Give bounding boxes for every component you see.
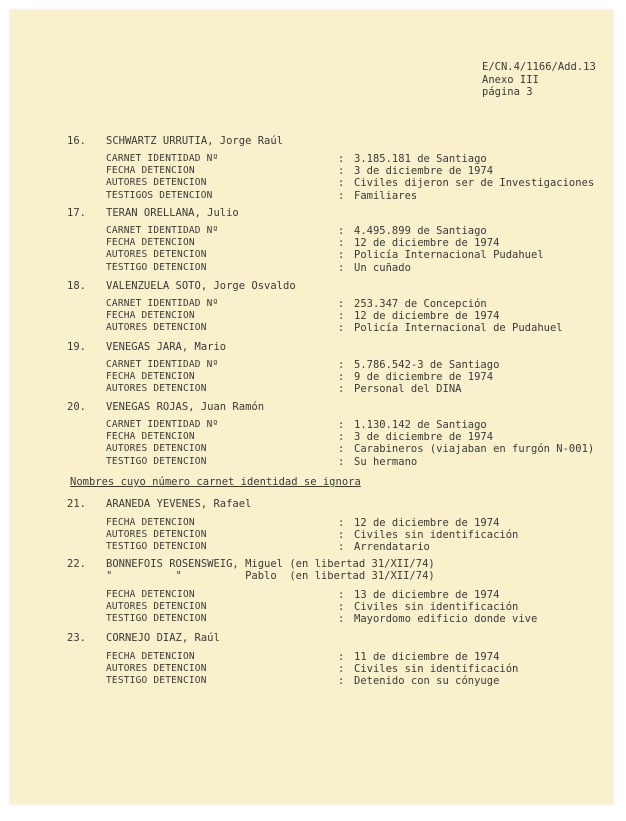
- field-colon: :: [338, 189, 345, 202]
- entry-number: 17.: [67, 207, 86, 219]
- field-colon: :: [338, 177, 345, 190]
- detainee-name: BONNEFOIS ROSENSWEIG, Miguel (en libertad 31/XII/74): [106, 558, 435, 570]
- field-label: TESTIGO DETENCION: [106, 455, 207, 467]
- field-label: AUTORES DETENCION: [106, 443, 207, 455]
- field-value: Civiles dijeron ser de Investigaciones: [354, 177, 595, 190]
- field-value: 11 de diciembre de 1974: [354, 651, 500, 663]
- document-symbol: E/CN.4/1166/Add.13: [482, 61, 596, 73]
- field-value: 13 de diciembre de 1974: [354, 589, 500, 601]
- field-colon: :: [338, 371, 345, 384]
- field-colon: :: [338, 529, 345, 542]
- field-value: 5.786.542-3 de Santiago: [354, 359, 500, 371]
- field-label: FECHA DETENCION: [106, 431, 195, 443]
- field-value: Mayordomo edificio donde vive: [354, 613, 538, 626]
- field-colon: :: [338, 322, 345, 335]
- field-label: TESTIGOS DETENCION: [106, 189, 213, 201]
- field-value: 9 de diciembre de 1974: [354, 371, 494, 384]
- entry-number: 19.: [67, 341, 86, 353]
- field-label: FECHA DETENCION: [106, 237, 195, 249]
- field-label: FECHA DETENCION: [106, 517, 195, 528]
- field-colon: :: [338, 675, 345, 688]
- section-heading-unknown-id: Nombres cuyo número carnet identidad se ignora: [70, 476, 361, 488]
- field-label: FECHA DETENCION: [106, 371, 195, 383]
- field-colon: :: [338, 419, 345, 431]
- field-colon: :: [338, 359, 345, 371]
- field-colon: :: [338, 601, 345, 614]
- field-value: Policía Internacional Pudahuel: [354, 249, 544, 262]
- entry-number: 18.: [67, 280, 86, 292]
- field-label: AUTORES DETENCION: [106, 322, 207, 334]
- field-colon: :: [338, 383, 345, 396]
- document-page: [10, 10, 613, 804]
- field-label: AUTORES DETENCION: [106, 177, 207, 189]
- field-value: Arrendatario: [354, 541, 430, 554]
- field-value: Policía Internacional de Pudahuel: [354, 322, 563, 335]
- field-value: 12 de diciembre de 1974: [354, 237, 500, 250]
- field-colon: :: [338, 249, 345, 262]
- field-colon: :: [338, 443, 345, 456]
- field-colon: :: [338, 431, 345, 444]
- field-colon: :: [338, 165, 345, 178]
- field-colon: :: [338, 589, 345, 601]
- field-value: Su hermano: [354, 455, 418, 468]
- field-value: Detenido con su cónyuge: [354, 675, 500, 688]
- field-label: FECHA DETENCION: [106, 165, 195, 177]
- field-colon: :: [338, 298, 345, 310]
- annex-label: Anexo III: [482, 73, 539, 86]
- entry-number: 22.: [67, 558, 86, 570]
- entry-number: 16.: [67, 135, 86, 147]
- field-label: TESTIGO DETENCION: [106, 613, 207, 625]
- detainee-name: CORNEJO DIAZ, Raúl: [106, 632, 220, 644]
- field-value: 3.185.181 de Santiago: [354, 153, 487, 165]
- field-label: CARNET IDENTIDAD Nº: [106, 153, 219, 164]
- field-label: AUTORES DETENCION: [106, 383, 207, 395]
- field-label: CARNET IDENTIDAD Nº: [106, 419, 219, 430]
- detainee-name: TERAN ORELLANA, Julio: [106, 207, 239, 219]
- field-colon: :: [338, 261, 345, 274]
- field-value: 253.347 de Concepción: [354, 298, 487, 310]
- page-label: página 3: [482, 86, 533, 98]
- detainee-name: SCHWARTZ URRUTIA, Jorge Raúl: [106, 135, 284, 147]
- field-value: 3 de diciembre de 1974: [354, 165, 494, 178]
- field-value: 4.495.899 de Santiago: [354, 225, 487, 237]
- field-colon: :: [338, 541, 345, 554]
- field-value: Familiares: [354, 189, 418, 202]
- field-value: Civiles sin identificación: [354, 663, 519, 676]
- field-value: 3 de diciembre de 1974: [354, 431, 494, 444]
- field-colon: :: [338, 663, 345, 676]
- field-value: 12 de diciembre de 1974: [354, 310, 500, 323]
- entry-number: 23.: [67, 632, 86, 644]
- field-colon: :: [338, 455, 345, 468]
- field-value: Civiles sin identificación: [354, 601, 519, 614]
- entry-number: 21.: [67, 498, 86, 510]
- field-label: FECHA DETENCION: [106, 651, 195, 662]
- field-value: 12 de diciembre de 1974: [354, 517, 500, 529]
- field-colon: :: [338, 310, 345, 323]
- field-label: CARNET IDENTIDAD Nº: [106, 298, 219, 309]
- field-value: Un cuñado: [354, 261, 411, 274]
- field-label: AUTORES DETENCION: [106, 249, 207, 261]
- field-label: TESTIGO DETENCION: [106, 541, 207, 553]
- field-colon: :: [338, 153, 345, 165]
- field-colon: :: [338, 517, 345, 529]
- field-label: AUTORES DETENCION: [106, 601, 207, 613]
- field-label: AUTORES DETENCION: [106, 663, 207, 675]
- field-label: TESTIGO DETENCION: [106, 261, 207, 273]
- field-label: FECHA DETENCION: [106, 589, 195, 600]
- field-value: Carabineros (viajaban en furgón N-001): [354, 443, 595, 456]
- field-colon: :: [338, 613, 345, 626]
- detainee-name: VENEGAS JARA, Mario: [106, 341, 227, 353]
- field-colon: :: [338, 237, 345, 250]
- field-value: Personal del DINA: [354, 383, 462, 396]
- document-reference: [482, 61, 596, 99]
- detainee-name: ARANEDA YEVENES, Rafael: [106, 498, 252, 510]
- field-colon: :: [338, 225, 345, 237]
- field-label: FECHA DETENCION: [106, 310, 195, 322]
- field-colon: :: [338, 651, 345, 663]
- field-label: TESTIGO DETENCION: [106, 675, 207, 687]
- field-value: Civiles sin identificación: [354, 529, 519, 542]
- detainee-name: VALENZUELA SOTO, Jorge Osvaldo: [106, 280, 296, 292]
- entry-number: 20.: [67, 401, 86, 413]
- field-label: CARNET IDENTIDAD Nº: [106, 225, 219, 236]
- detainee-name-second: " " Pablo (en libertad 31/XII/74): [106, 570, 435, 582]
- field-value: 1.130.142 de Santiago: [354, 419, 487, 431]
- detainee-name: VENEGAS ROJAS, Juan Ramón: [106, 401, 265, 413]
- field-label: CARNET IDENTIDAD Nº: [106, 359, 219, 370]
- field-label: AUTORES DETENCION: [106, 529, 207, 541]
